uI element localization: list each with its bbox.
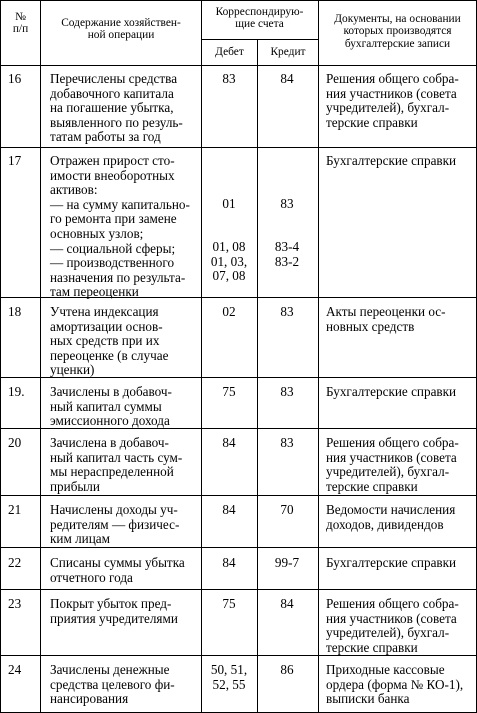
row-24-debit: 50, 51, 52, 55 <box>210 662 248 692</box>
grid-line <box>0 147 477 148</box>
row-20-debit: 84 <box>222 435 236 450</box>
row-21-credit: 70 <box>280 502 294 517</box>
grid-line <box>0 0 477 1</box>
grid-line <box>318 0 319 713</box>
row-19-desc: Зачислены в добавоч- ный капитал суммы эмиссионного дохода <box>50 384 172 429</box>
row-17-debit-b: 01, 08 01, 03, 07, 08 <box>210 239 248 284</box>
row-17-docs: Бухгалтерские справки <box>326 153 457 168</box>
row-23-desc: Покрыт убыток пред- приятия учредителями <box>50 596 178 626</box>
header-accounts: Корреспондирую- щие счета <box>215 6 304 31</box>
row-19-credit: 83 <box>280 384 294 399</box>
grid-line <box>0 0 1 713</box>
row-18-num: 18 <box>8 304 22 319</box>
grid-line <box>0 589 477 590</box>
row-16-credit: 84 <box>280 71 294 86</box>
row-24-credit: 86 <box>280 662 294 677</box>
row-17-num: 17 <box>8 153 22 168</box>
row-24-desc: Зачислены денежные средства целевого фи- нансирования <box>50 662 175 707</box>
row-19-docs: Бухгалтерские справки <box>326 384 457 399</box>
row-20-num: 20 <box>8 435 22 450</box>
grid-line <box>257 39 258 713</box>
row-22-credit: 99-7 <box>274 555 300 570</box>
row-24-num: 24 <box>8 662 22 677</box>
grid-line <box>40 0 41 713</box>
header-docs: Документы, на основании которых производятся бухгалтерские записи <box>334 13 461 50</box>
header-credit: Кредит <box>270 46 306 58</box>
row-17-credit-a: 83 <box>280 196 294 211</box>
row-19-num: 19. <box>8 384 25 399</box>
grid-line <box>0 547 477 548</box>
row-22-debit: 84 <box>222 555 236 570</box>
row-23-docs: Решения общего собра- ния участников (совета учредителей), бухгал- терские справки <box>326 596 459 655</box>
row-18-desc: Учтена индексация амортизации основ- ных средств при их переоценке (в случае уценки) <box>50 304 169 378</box>
row-21-num: 21 <box>8 502 22 517</box>
row-16-docs: Решения общего собра- ния участников (совета учредителей), бухгал- терские справки <box>326 71 459 130</box>
header-debit: Дебет <box>215 46 244 58</box>
row-17-credit-b: 83-4 83-2 <box>274 239 300 269</box>
row-19-debit: 75 <box>222 384 236 399</box>
row-18-docs: Акты переоценки ос- новных средств <box>326 304 446 334</box>
row-17-desc: Отражен прирост сто- имости внеоборотных активов: — на сумму капитально- го ремонта при замене основных узлов; — социальной сферы; — производственного назначения по результа- там переоценки <box>50 153 190 300</box>
row-18-credit: 83 <box>280 304 294 319</box>
row-16-desc: Перечислены средства добавочного капитала на погашение убытка, выявленного по резуль- татам работы за год <box>50 71 183 145</box>
row-24-docs: Приходные кассовые ордера (форма № КО-1), выписки банка <box>326 662 464 707</box>
grid-line <box>0 495 477 496</box>
row-21-desc: Начислены доходы уч- редителям — физичес- ким лицам <box>50 502 180 547</box>
row-20-desc: Зачислена в добавоч- ный капитал часть сум- мы нераспределенной прибыли <box>50 435 183 494</box>
grid-line <box>0 65 477 66</box>
header-content: Содержание хозяйствен- ной операции <box>61 17 181 42</box>
grid-line <box>201 39 318 40</box>
row-22-docs: Бухгалтерские справки <box>326 555 457 570</box>
row-22-desc: Списаны суммы убытка отчетного года <box>50 555 185 585</box>
row-23-debit: 75 <box>222 596 236 611</box>
row-18-debit: 02 <box>222 304 236 319</box>
row-17-debit-a: 01 <box>222 196 236 211</box>
row-20-docs: Решения общего собра- ния участников (совета учредителей), бухгал- терские справки <box>326 435 459 494</box>
row-16-debit: 83 <box>222 71 236 86</box>
row-22-num: 22 <box>8 555 22 570</box>
row-21-debit: 84 <box>222 502 236 517</box>
row-20-credit: 83 <box>280 435 294 450</box>
row-21-docs: Ведомости начисления доходов, дивидендов <box>326 502 456 532</box>
row-23-credit: 84 <box>280 596 294 611</box>
header-num: № п/п <box>12 11 29 36</box>
row-23-num: 23 <box>8 596 22 611</box>
row-16-num: 16 <box>8 71 22 86</box>
